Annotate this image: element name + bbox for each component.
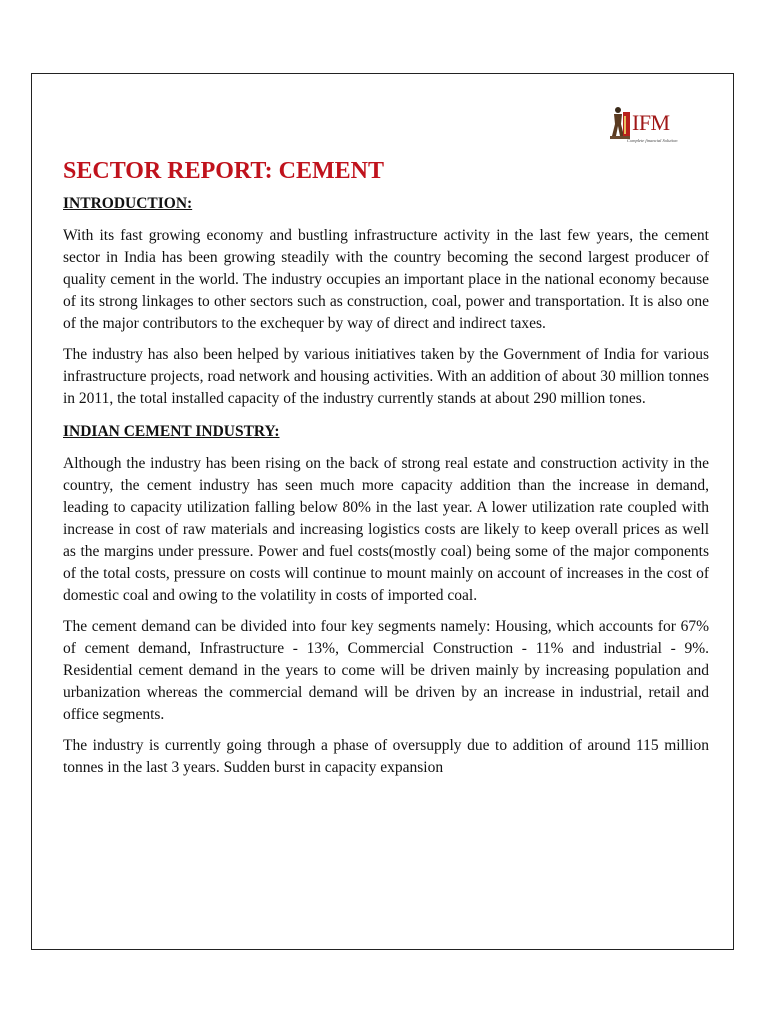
paragraph: The industry is currently going through a phase of oversupply due to addition of around 115 million tonnes in the last 3 years. Sudden burst in capacity expansion — [63, 737, 709, 776]
logo-text: IFM — [632, 110, 670, 135]
paragraph: The cement demand can be divided into four key segments namely: Housing, which accounts for 67% of cement demand, Infrastructure - 13%, Commercial Construction - 11% and industrial - 9%. Residential cement demand in the years to come will be driven mainly by increasing population and urbanization whereas the commercial demand will be driven by an increase in industrial, retail and office segments. — [63, 618, 709, 723]
section-heading-introduction: INTRODUCTION: — [63, 195, 193, 212]
paragraph: With its fast growing economy and bustling infrastructure activity in the last few years, the cement sector in India has been growing steadily with the country becoming the second largest producer of quality cement in the world. The industry occupies an important place in the national economy because of its strong linkages to other sectors such as construction, coal, power and transportation. It is also one of the major contributors to the exchequer by way of direct and indirect taxes. — [63, 227, 709, 332]
report-content — [63, 156, 709, 788]
paragraph: The industry has also been helped by various initiatives taken by the Government of India for various infrastructure projects, road network and housing activities. With an addition of about 30 million tonnes in 2011, the total installed capacity of the industry currently stands at about 290 million tones. — [63, 346, 709, 407]
figure-emblem-icon — [610, 106, 632, 142]
ifm-logo — [610, 102, 680, 150]
document-page — [31, 73, 734, 950]
paragraph: Although the industry has been rising on the back of strong real estate and construction activity in the country, the cement industry has seen much more capacity addition than the increase in demand, leading to capacity utilization falling below 80% in the last year. A lower utilization rate coupled with increase in cost of raw materials and increasing logistics costs are likely to keep overall prices as well as the margins under pressure. Power and fuel costs(mostly coal) being some of the major components of the total costs, pressure on costs will continue to mount mainly on account of increases in the cost of domestic coal and owing to the volatility in costs of imported coal. — [63, 455, 709, 604]
report-title: SECTOR REPORT: CEMENT — [63, 158, 384, 184]
section-heading-indian-cement-industry: INDIAN CEMENT INDUSTRY: — [63, 423, 280, 440]
logo-tagline: Complete financial Solution — [627, 138, 678, 143]
